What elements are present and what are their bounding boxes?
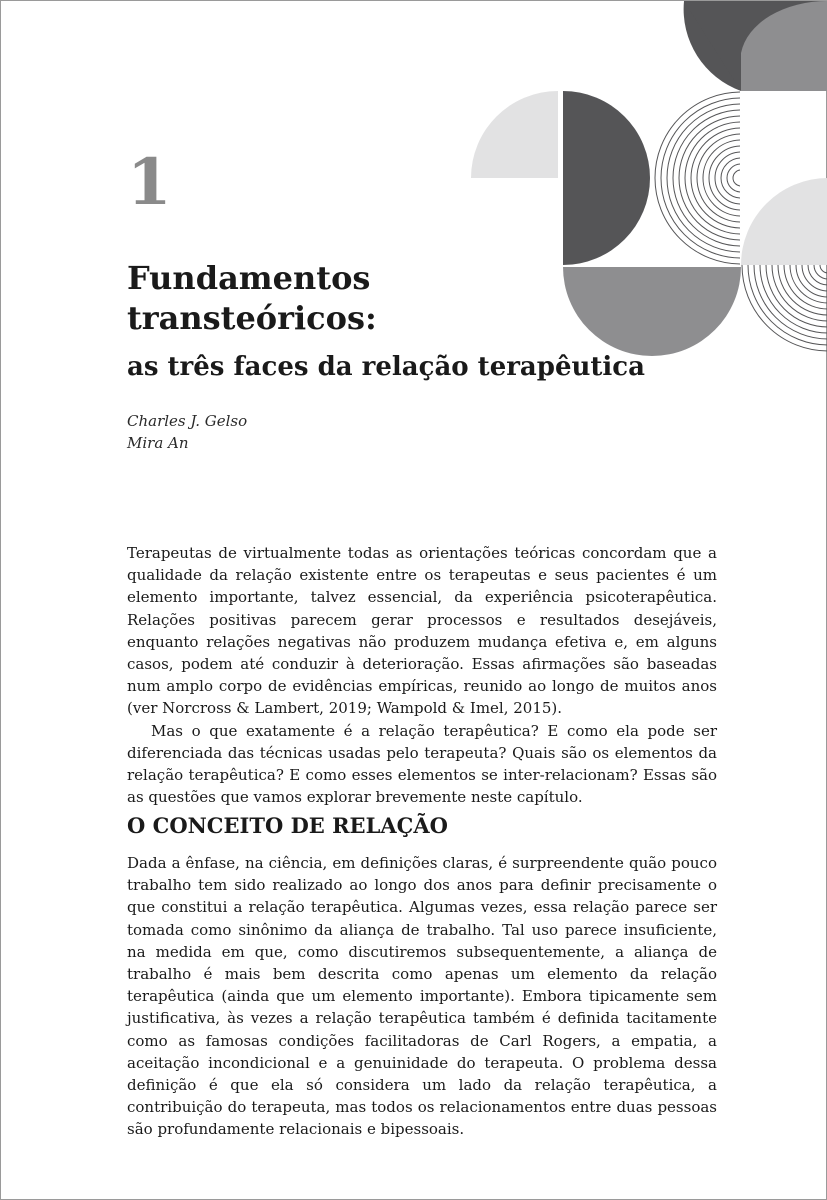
- chapter-title-line2: transteóricos:: [127, 299, 377, 337]
- chapter-number: 1: [127, 145, 172, 220]
- author-name: Mira An: [127, 434, 189, 452]
- geometric-decoration: [1, 1, 827, 381]
- author-list: [127, 410, 247, 454]
- section-heading: O CONCEITO DE RELAÇÃO: [127, 813, 448, 838]
- paragraph: Dada a ênfase, na ciência, em definições claras, é surpreendente quão pouco trabalho tem sido realizado ao longo dos anos para definir precisamente o que constitui a relação terapêutica. Algumas vezes, essa relação parece ser tomada como sinônimo da aliança de trabalho. Tal uso parece insuficiente, na medida em que, como discutiremos subsequentemente, a aliança de trabalho é mais bem descrita como apenas um elemento da relação terapêutica (ainda que um elemento importante). Embora tipicamente sem justificativa, às vezes a relação terapêutica também é definida tacitamente como as famosas condições facilitadoras de Carl Rogers, a empatia, a aceitação incondicional e a genuinidade do terapeuta. O problema dessa definição é que ela só considera um lado da relação terapêutica, a contribuição do terapeuta, mas todos os relacionamentos entre duas pessoas são profundamente relacionais e bipessoais.: [127, 854, 717, 1139]
- paragraph: Terapeutas de virtualmente todas as orientações teóricas concordam que a qualidade da relação existente entre os terapeutas e seus pacientes é um elemento importante, talvez essencial, da experiência psicoterapêutica. Relações positivas parecem gerar processos e resultados desejáveis, enquanto relações negativas não produzem mudança efetiva e, em alguns casos, podem até conduzir à deterioração. Essas afirmações são baseadas num amplo corpo de evidências empíricas, reunido ao longo de muitos anos (ver Norcross & Lambert, 2019; Wampold & Imel, 2015).: [127, 544, 717, 718]
- chapter-subtitle: as três faces da relação terapêutica: [127, 352, 645, 382]
- section-text: [127, 852, 717, 1141]
- paragraph: Mas o que exatamente é a relação terapêutica? E como ela pode ser diferenciada das técnicas usadas pelo terapeuta? Quais são os elementos da relação terapêutica? E como esses elementos se inter-relacionam? Essas são as questões que vamos explorar brevemente neste capítulo.: [127, 721, 717, 807]
- light-half-circle: [471, 91, 558, 178]
- chapter-title-line1: Fundamentos: [127, 259, 371, 297]
- chapter-title: [127, 258, 377, 338]
- light-quarter-shape: [741, 178, 827, 265]
- intro-text: [127, 542, 717, 808]
- dark-half-circle: [563, 91, 650, 265]
- author-name: Charles J. Gelso: [127, 412, 248, 430]
- mid-half-circle: [563, 267, 741, 356]
